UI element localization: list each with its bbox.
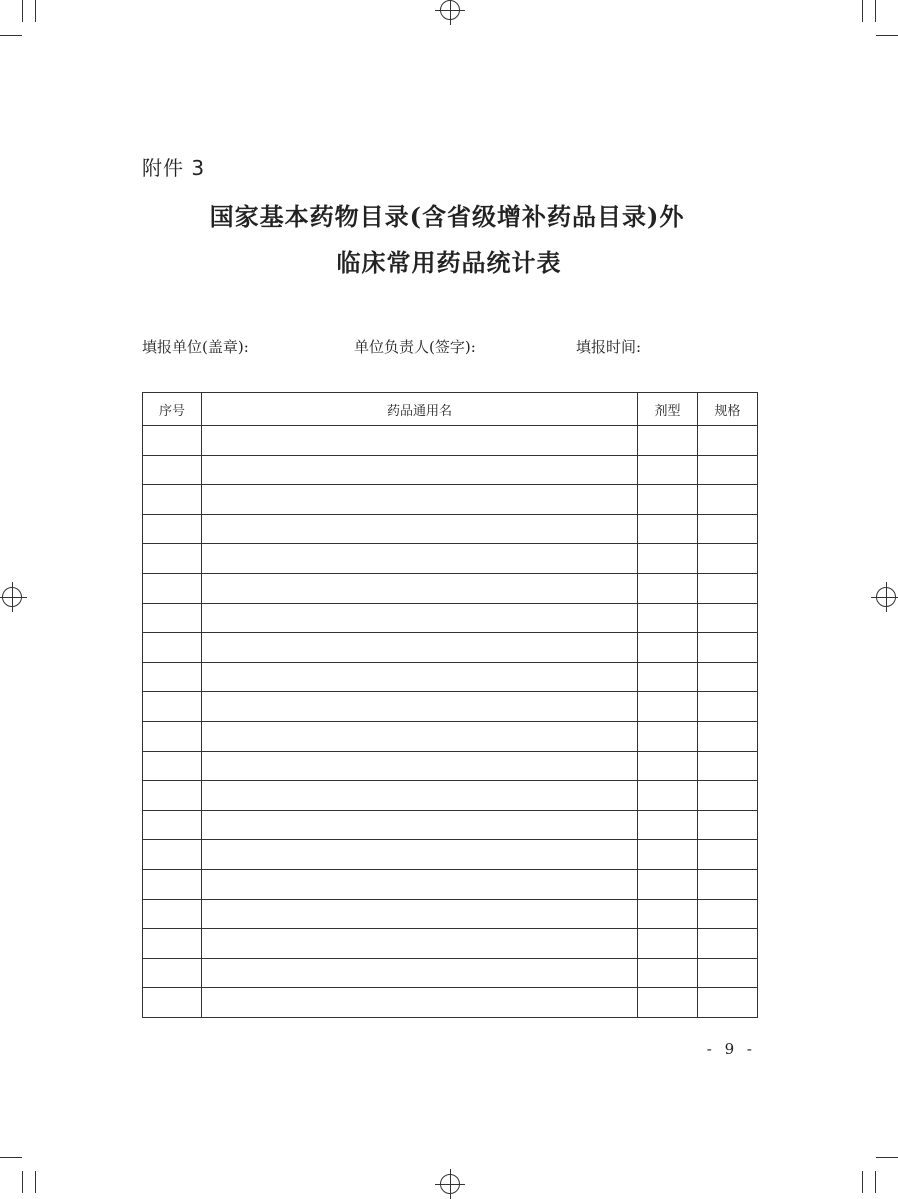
table-cell <box>698 958 758 988</box>
table-cell <box>638 899 698 929</box>
table-cell <box>202 810 638 840</box>
table-row <box>143 751 758 781</box>
table-cell <box>698 810 758 840</box>
table-row <box>143 455 758 485</box>
header-specification: 规格 <box>698 393 758 426</box>
table-cell <box>698 514 758 544</box>
crop-mark <box>22 1171 23 1193</box>
table-cell <box>638 485 698 515</box>
header-drug-name: 药品通用名 <box>202 393 638 426</box>
table-cell <box>638 721 698 751</box>
table-cell <box>698 840 758 870</box>
table-cell <box>143 633 202 663</box>
table-cell <box>143 929 202 959</box>
table-row <box>143 988 758 1018</box>
registration-mark-icon <box>876 587 896 607</box>
time-label: 填报时间: <box>576 338 642 356</box>
table-row <box>143 781 758 811</box>
crop-mark <box>35 0 36 22</box>
table-cell <box>143 958 202 988</box>
table-cell <box>638 988 698 1018</box>
head-label: 单位负责人(签字): <box>354 338 476 356</box>
table-row <box>143 899 758 929</box>
crop-mark <box>0 35 22 36</box>
table-cell <box>202 633 638 663</box>
table-row <box>143 958 758 988</box>
table-cell <box>143 781 202 811</box>
registration-mark-icon <box>440 0 460 20</box>
table-cell <box>202 721 638 751</box>
table-cell <box>698 781 758 811</box>
table-row <box>143 514 758 544</box>
table-row <box>143 662 758 692</box>
table-cell <box>202 958 638 988</box>
attachment-label: 附件 3 <box>142 156 206 180</box>
crop-mark <box>876 1157 898 1158</box>
table-cell <box>202 840 638 870</box>
crop-mark <box>0 1157 22 1158</box>
crop-mark <box>22 0 23 22</box>
crop-mark <box>875 0 876 22</box>
table-cell <box>698 751 758 781</box>
table-cell <box>638 426 698 456</box>
table-row <box>143 929 758 959</box>
table-body <box>143 426 758 1018</box>
table-cell <box>202 692 638 722</box>
document-title-line1: 国家基本药物目录(含省级增补药品目录)外 <box>209 202 685 231</box>
table-cell <box>698 455 758 485</box>
table-cell <box>143 988 202 1018</box>
table-cell <box>698 485 758 515</box>
table-row <box>143 840 758 870</box>
table-cell <box>638 514 698 544</box>
table-cell <box>698 426 758 456</box>
table-row <box>143 603 758 633</box>
table-cell <box>638 929 698 959</box>
table-cell <box>202 573 638 603</box>
table-cell <box>698 633 758 663</box>
table-row <box>143 633 758 663</box>
table-cell <box>143 840 202 870</box>
table-cell <box>638 958 698 988</box>
table-cell <box>698 692 758 722</box>
table-row <box>143 692 758 722</box>
header-dosage-form: 剂型 <box>638 393 698 426</box>
table-row <box>143 810 758 840</box>
table-cell <box>143 573 202 603</box>
table-cell <box>202 751 638 781</box>
table-cell <box>698 662 758 692</box>
table-cell <box>638 455 698 485</box>
table-row <box>143 869 758 899</box>
table-cell <box>202 869 638 899</box>
table-cell <box>638 781 698 811</box>
table-cell <box>202 514 638 544</box>
table-cell <box>143 869 202 899</box>
table-cell <box>698 544 758 574</box>
table-cell <box>143 603 202 633</box>
table-cell <box>638 633 698 663</box>
table-cell <box>143 721 202 751</box>
unit-label: 填报单位(盖章): <box>142 338 249 356</box>
table-cell <box>202 426 638 456</box>
table-cell <box>638 662 698 692</box>
table-cell <box>698 929 758 959</box>
crop-mark <box>35 1171 36 1193</box>
table-cell <box>202 781 638 811</box>
table-row <box>143 485 758 515</box>
table-cell <box>698 721 758 751</box>
crop-mark <box>875 1171 876 1193</box>
table-header-row <box>143 393 758 426</box>
table-row <box>143 721 758 751</box>
registration-mark-icon <box>440 1174 460 1194</box>
table-cell <box>143 751 202 781</box>
table-cell <box>143 899 202 929</box>
table-cell <box>143 544 202 574</box>
table-cell <box>698 869 758 899</box>
table-cell <box>202 544 638 574</box>
table-cell <box>202 485 638 515</box>
table-cell <box>143 514 202 544</box>
page-number: - 9 - <box>706 1040 756 1058</box>
table-row <box>143 426 758 456</box>
table-cell <box>638 544 698 574</box>
table-cell <box>202 988 638 1018</box>
table-cell <box>143 426 202 456</box>
table-cell <box>143 455 202 485</box>
table-cell <box>698 899 758 929</box>
table-row <box>143 544 758 574</box>
table-row <box>143 573 758 603</box>
table-cell <box>698 988 758 1018</box>
table-cell <box>638 603 698 633</box>
table-cell <box>698 603 758 633</box>
table-cell <box>638 840 698 870</box>
form-fields <box>142 336 762 358</box>
table-cell <box>143 692 202 722</box>
crop-mark <box>876 35 898 36</box>
table-cell <box>638 692 698 722</box>
document-title-line2: 临床常用药品统计表 <box>336 248 562 277</box>
crop-mark <box>862 0 863 22</box>
table-cell <box>698 573 758 603</box>
table-cell <box>202 662 638 692</box>
table-cell <box>638 810 698 840</box>
table-cell <box>638 869 698 899</box>
table-cell <box>202 455 638 485</box>
table-cell <box>143 485 202 515</box>
header-serial: 序号 <box>143 393 202 426</box>
table-cell <box>202 929 638 959</box>
drug-statistics-table <box>142 392 758 1018</box>
registration-mark-icon <box>2 587 22 607</box>
table-cell <box>638 573 698 603</box>
table-cell <box>638 751 698 781</box>
table-cell <box>143 662 202 692</box>
table-cell <box>143 810 202 840</box>
table-cell <box>202 899 638 929</box>
crop-mark <box>862 1171 863 1193</box>
table-cell <box>202 603 638 633</box>
